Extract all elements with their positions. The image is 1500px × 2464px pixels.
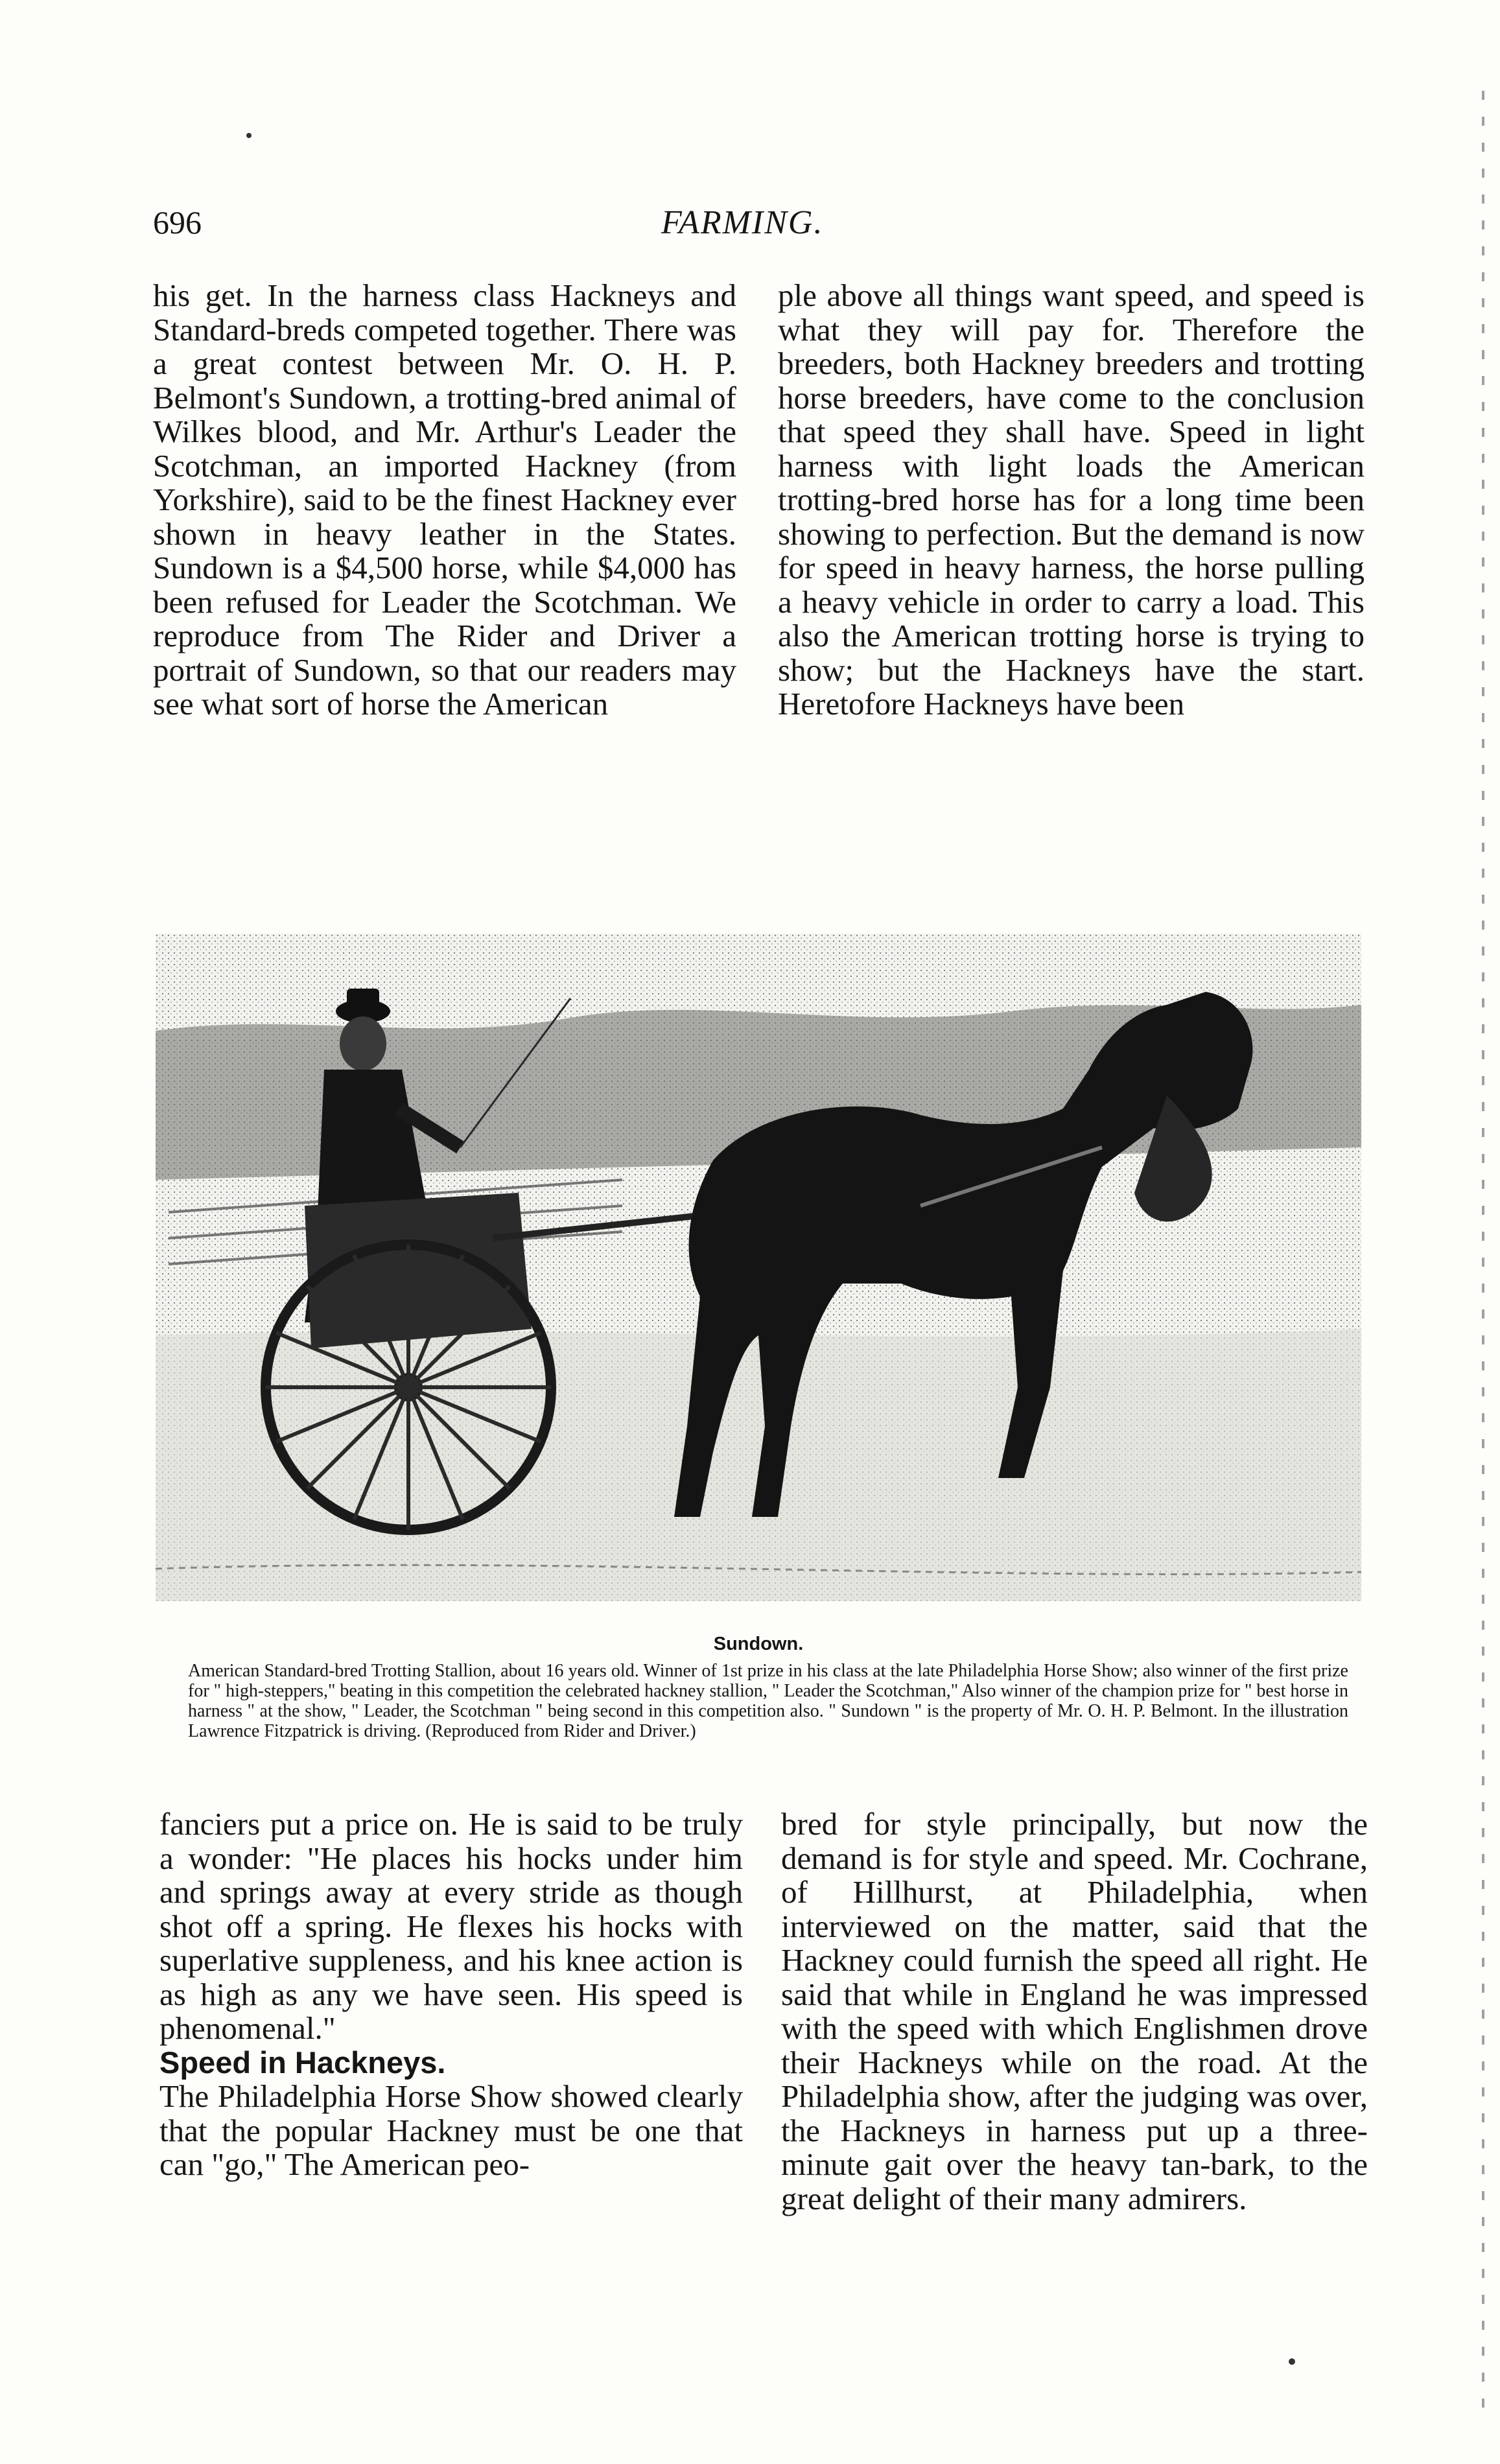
section-heading: Speed in Hackneys. — [159, 2045, 446, 2080]
running-head: FARMING. — [661, 204, 824, 241]
bottom-right-column — [781, 1807, 1368, 2216]
print-speck — [246, 133, 252, 138]
top-right-column — [778, 279, 1365, 722]
ground — [156, 1329, 1361, 1601]
print-speck — [1289, 2358, 1295, 2365]
figure-caption-title: Sundown. — [713, 1634, 804, 1654]
paragraph: ple above all things want speed, and speed is what they will pay for. Therefore the breeders, both Hackney breeders and trotting horse breeders, have come to the conclusion that speed they shall have. Speed in light harness with light loads the American trotting-bred horse has for a long time been showing to perfection. But the demand is now for speed in heavy harness, the horse pulling a heavy vehicle in order to carry a load. This also the American trotting horse is trying to show; but the Hackneys have the start. Heretofore Hackneys have been — [778, 277, 1365, 722]
paragraph: fanciers put a price on. He is said to be truly a wonder: "He places his hocks under him and springs away at every stride as though shot off a spring. He flexes his hocks with superlative suppleness, and his knee action is as high as any we have seen. His speed is phenomenal." — [159, 1806, 743, 2046]
bottom-left-column — [159, 1807, 743, 2182]
paragraph: his get. In the harness class Hackneys and Standard-breds competed together. There was a great contest between Mr. O. H. P. Belmont's Sundown, a trotting-bred animal of Wilkes blood, and Mr. Arthur's Leader the Scotchman, an imported Hackney (from Yorkshire), said to be the finest Hackney ever shown in heavy leather in the States. Sundown is a $4,500 horse, while $4,000 has been refused for Leader the Scotchman. We reproduce from The Rider and Driver a portrait of Sundown, so that our readers may see what sort of horse the American — [153, 277, 736, 722]
top-left-column — [153, 279, 736, 722]
driver-head — [340, 1016, 386, 1071]
paragraph: The Philadelphia Horse Show showed clearly that the popular Hackney must be one that can "go," The American peo- — [159, 2078, 743, 2182]
page-edge-rule — [1482, 91, 1484, 2411]
sundown-photograph — [156, 933, 1361, 1601]
driver-hat-crown — [347, 989, 379, 1015]
figure-caption-text: American Standard-bred Trotting Stallion, about 16 years old. Winner of 1st prize in his class at the late Philadelphia Horse Show; also winner of the first prize for " high-steppers," beating in this competition the celebrated hackney stallion, " Leader the Scotchman," Also winner of the champion prize for " best horse in harness " at the show, " Leader, the Scotchman " being second in this competition also. " Sundown " is the property of Mr. O. H. P. Belmont. In the illustration Lawrence Fitzpatrick is driving. (Reproduced from Rider and Driver.) — [188, 1661, 1348, 1741]
cart-wheel — [266, 1245, 551, 1530]
page-number: 696 — [153, 204, 202, 241]
paragraph: bred for style principally, but now the demand is for style and speed. Mr. Cochrane, of Hillhurst, at Philadelphia, when interviewed on the matter, said that the Hackney could furnish the speed all right. He said that while in England he was impressed with the speed with which Englishmen drove their Hackneys while on the road. At the Philadelphia show, after the judging was over, the Hackneys in harness put up a three-minute gait over the heavy tan-bark, to the great delight of their many admirers. — [781, 1806, 1368, 2216]
